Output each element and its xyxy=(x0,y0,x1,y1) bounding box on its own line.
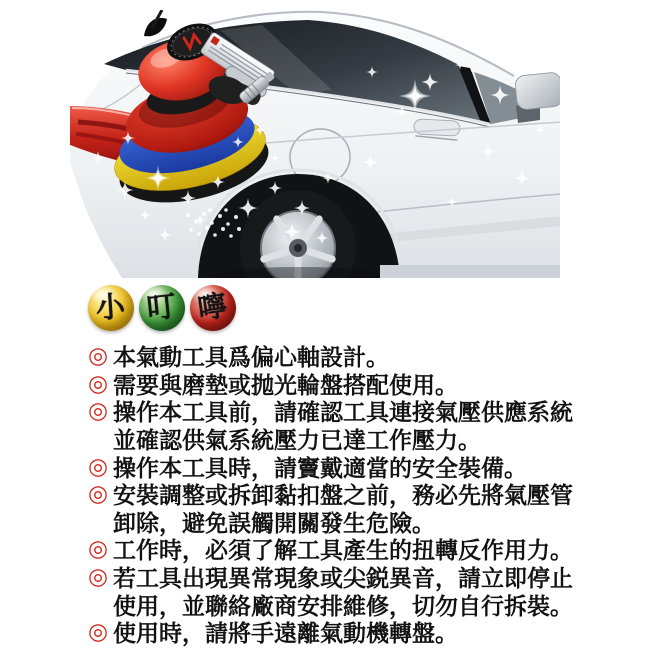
reminder-badge xyxy=(190,285,236,331)
note-item-line xyxy=(88,452,608,480)
note-text: 需要與磨墊或抛光輪盤搭配使用。 xyxy=(113,371,458,398)
note-item-line xyxy=(88,563,608,591)
reminder-badges xyxy=(88,285,236,331)
bullet-icon: ◎ xyxy=(88,369,109,396)
note-text: 並確認供氣系統壓力已達工作壓力。 xyxy=(113,427,481,454)
note-item-line xyxy=(88,425,608,453)
note-text: 操作本工具前，請確認工具連接氣壓供應系統 xyxy=(113,399,573,426)
bullet-icon: ◎ xyxy=(88,535,109,562)
product-photo xyxy=(70,10,560,278)
note-text: 本氣動工具爲偏心軸設計。 xyxy=(113,344,389,371)
note-item-line xyxy=(88,590,608,618)
bullet-icon: ◎ xyxy=(88,618,109,645)
note-item-line xyxy=(88,480,608,508)
badge-character: 小 xyxy=(95,290,127,325)
bullet-icon: ◎ xyxy=(88,452,109,479)
note-text: 使用，並聯絡廠商安排維修，切勿自行拆裝。 xyxy=(113,592,573,619)
note-item-line xyxy=(88,535,608,563)
safety-notes-list xyxy=(88,342,608,646)
badge-character: 嚀 xyxy=(196,289,230,326)
bullet-icon: ◎ xyxy=(88,342,109,369)
badge-character: 叮 xyxy=(145,290,179,325)
note-item-line xyxy=(88,342,608,370)
note-text: 若工具出現異常現象或尖鋭異音，請立即停止 xyxy=(113,565,573,592)
bullet-icon: ◎ xyxy=(88,480,109,507)
note-text: 工作時，必須了解工具產生的扭轉反作用力。 xyxy=(113,537,573,564)
reminder-badge xyxy=(88,285,134,331)
product-photo-illustration xyxy=(70,10,560,278)
bullet-icon: ◎ xyxy=(88,563,109,590)
note-item-line xyxy=(88,397,608,425)
reminder-badge xyxy=(139,285,185,331)
note-item-line xyxy=(88,370,608,398)
note-item-line xyxy=(88,508,608,536)
note-text: 操作本工具時，請竇戴適當的安全裝備。 xyxy=(113,454,527,481)
note-item-line xyxy=(88,618,608,646)
note-text: 卸除，避免誤觸開關發生危險。 xyxy=(113,509,435,536)
note-text: 安裝調整或拆卸黏扣盤之前，務必先將氣壓管 xyxy=(113,482,573,509)
note-text: 使用時，請將手遠離氣動機轉盤。 xyxy=(113,620,458,647)
bullet-icon: ◎ xyxy=(88,397,109,424)
